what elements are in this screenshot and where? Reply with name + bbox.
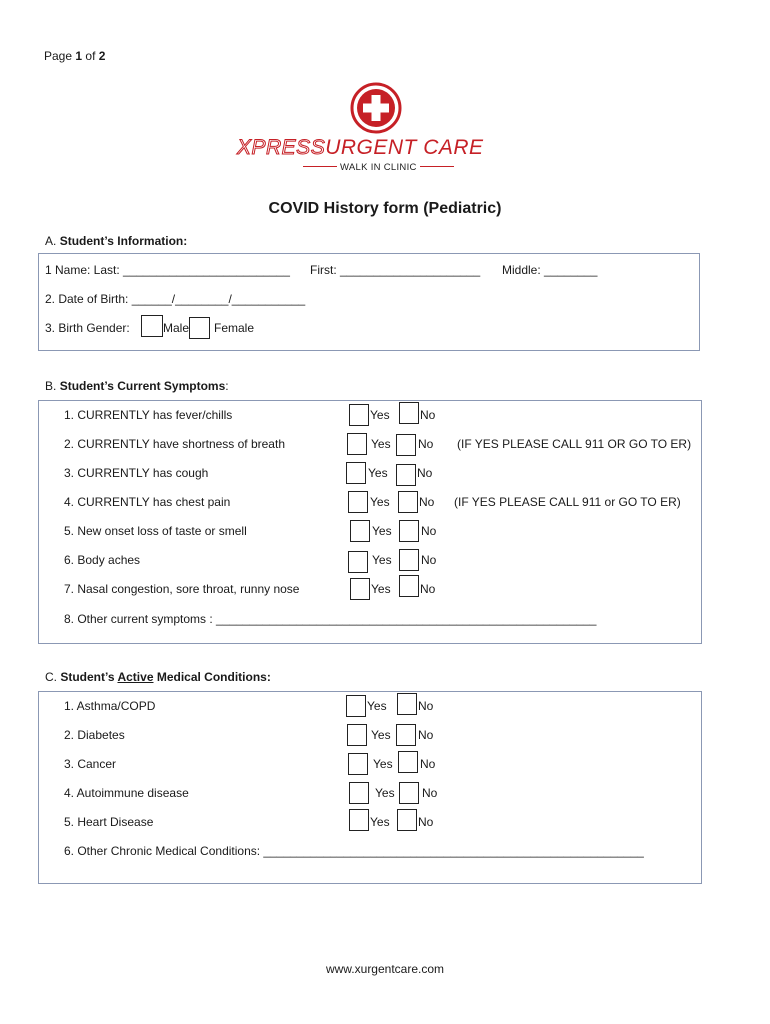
condition-yes-label: Yes xyxy=(375,786,395,800)
gender-male-checkbox[interactable] xyxy=(141,315,163,337)
footer-url[interactable]: www.xurgentcare.com xyxy=(325,962,445,976)
symptom-label: 1. CURRENTLY has fever/chills xyxy=(64,408,233,422)
symptom-label: 4. CURRENTLY has chest pain xyxy=(64,495,231,509)
symptom-no-label: No xyxy=(419,495,435,509)
name-first-line[interactable]: First: _____________________ xyxy=(310,263,481,277)
condition-yes-checkbox[interactable] xyxy=(347,724,367,746)
logo-word-xpress: XPRESS xyxy=(237,136,326,159)
section-b-heading xyxy=(45,379,229,393)
section-c-title-active: Active xyxy=(117,670,154,684)
section-a-title: Student’s Information: xyxy=(59,234,188,248)
symptom-yes-label: Yes xyxy=(368,466,388,480)
condition-yes-checkbox[interactable] xyxy=(346,695,366,717)
section-b-title: Student’s Current Symptoms xyxy=(59,379,226,393)
page-total: 2 xyxy=(98,49,106,63)
section-c-heading xyxy=(45,670,271,684)
section-c-letter: C. xyxy=(45,670,57,684)
symptom-no-label: No xyxy=(421,524,437,538)
condition-yes-checkbox[interactable] xyxy=(349,809,369,831)
symptom-no-label: No xyxy=(420,582,436,596)
condition-no-checkbox[interactable] xyxy=(397,693,417,715)
symptom-no-checkbox[interactable] xyxy=(399,402,419,424)
other-symptoms-line[interactable]: 8. Other current symptoms : _________________________________________________________ xyxy=(64,612,597,626)
section-c-title-pre: Student’s xyxy=(60,670,118,684)
gender-female-checkbox[interactable] xyxy=(189,317,210,339)
section-b-colon: : xyxy=(225,379,229,393)
dob-line[interactable]: 2. Date of Birth: ______/________/___________ xyxy=(45,292,306,306)
page-prefix: Page xyxy=(44,49,73,63)
page-of: of xyxy=(85,49,96,63)
symptom-note: (IF YES PLEASE CALL 911 or GO TO ER) xyxy=(454,495,681,509)
symptom-no-label: No xyxy=(418,437,434,451)
symptom-yes-label: Yes xyxy=(372,553,392,567)
symptom-no-checkbox[interactable] xyxy=(396,464,416,486)
condition-label: 1. Asthma/COPD xyxy=(64,699,156,713)
symptom-yes-label: Yes xyxy=(372,524,392,538)
condition-no-label: No xyxy=(418,699,434,713)
symptom-note: (IF YES PLEASE CALL 911 OR GO TO ER) xyxy=(457,437,692,451)
page-indicator xyxy=(44,49,105,63)
logo-wordmark xyxy=(237,136,484,160)
condition-label: 2. Diabetes xyxy=(64,728,125,742)
symptom-yes-checkbox[interactable] xyxy=(350,578,370,600)
condition-yes-label: Yes xyxy=(367,699,387,713)
condition-yes-label: Yes xyxy=(373,757,393,771)
section-a-heading xyxy=(45,234,187,248)
tagline-rule-right xyxy=(420,166,454,167)
symptom-yes-label: Yes xyxy=(371,582,391,596)
section-a-letter: A. xyxy=(45,234,57,248)
symptom-no-label: No xyxy=(420,408,436,422)
symptom-no-checkbox[interactable] xyxy=(399,549,419,571)
condition-label: 5. Heart Disease xyxy=(64,815,154,829)
logo-word-urgent-care: URGENT CARE xyxy=(325,136,484,159)
symptom-no-checkbox[interactable] xyxy=(399,575,419,597)
form-title: COVID History form (Pediatric) xyxy=(268,200,502,217)
condition-no-checkbox[interactable] xyxy=(397,809,417,831)
condition-yes-label: Yes xyxy=(370,815,390,829)
symptom-yes-checkbox[interactable] xyxy=(350,520,370,542)
gender-male-label: Male xyxy=(163,321,190,335)
symptom-yes-checkbox[interactable] xyxy=(348,491,368,513)
condition-yes-checkbox[interactable] xyxy=(348,753,368,775)
condition-yes-label: Yes xyxy=(371,728,391,742)
condition-no-checkbox[interactable] xyxy=(398,751,418,773)
symptom-yes-checkbox[interactable] xyxy=(349,404,369,426)
condition-no-label: No xyxy=(418,815,434,829)
symptom-yes-label: Yes xyxy=(370,408,390,422)
section-b-letter: B. xyxy=(45,379,57,393)
symptom-label: 2. CURRENTLY have shortness of breath xyxy=(64,437,285,451)
page-current: 1 xyxy=(75,49,83,63)
condition-label: 4. Autoimmune disease xyxy=(64,786,189,800)
condition-no-label: No xyxy=(418,728,434,742)
symptom-label: 5. New onset loss of taste or smell xyxy=(64,524,247,538)
symptom-yes-checkbox[interactable] xyxy=(348,551,368,573)
tagline-text: WALK IN CLINIC xyxy=(340,162,417,173)
symptom-label: 3. CURRENTLY has cough xyxy=(64,466,209,480)
symptom-yes-checkbox[interactable] xyxy=(347,433,367,455)
symptom-no-checkbox[interactable] xyxy=(399,520,419,542)
red-cross-icon xyxy=(350,82,402,134)
symptom-no-label: No xyxy=(421,553,437,567)
symptom-label: 6. Body aches xyxy=(64,553,141,567)
tagline-rule-left xyxy=(303,166,337,167)
symptom-yes-checkbox[interactable] xyxy=(346,462,366,484)
other-conditions-line[interactable]: 6. Other Chronic Medical Conditions: _________________________________________________________ xyxy=(64,844,644,858)
condition-yes-checkbox[interactable] xyxy=(349,782,369,804)
gender-female-label: Female xyxy=(214,321,255,335)
symptom-yes-label: Yes xyxy=(370,495,390,509)
symptom-yes-label: Yes xyxy=(371,437,391,451)
name-last-line[interactable]: 1 Name: Last: _________________________ xyxy=(45,263,290,277)
condition-no-checkbox[interactable] xyxy=(396,724,416,746)
logo-tagline xyxy=(300,159,457,173)
symptom-no-checkbox[interactable] xyxy=(398,491,418,513)
condition-label: 3. Cancer xyxy=(64,757,117,771)
section-c-title-post: Medical Conditions: xyxy=(153,670,271,684)
condition-no-checkbox[interactable] xyxy=(399,782,419,804)
condition-no-label: No xyxy=(420,757,436,771)
symptom-label: 7. Nasal congestion, sore throat, runny nose xyxy=(64,582,300,596)
condition-no-label: No xyxy=(422,786,438,800)
symptom-no-label: No xyxy=(417,466,433,480)
name-middle-line[interactable]: Middle: ________ xyxy=(502,263,598,277)
symptom-no-checkbox[interactable] xyxy=(396,434,416,456)
gender-label: 3. Birth Gender: xyxy=(45,321,130,335)
